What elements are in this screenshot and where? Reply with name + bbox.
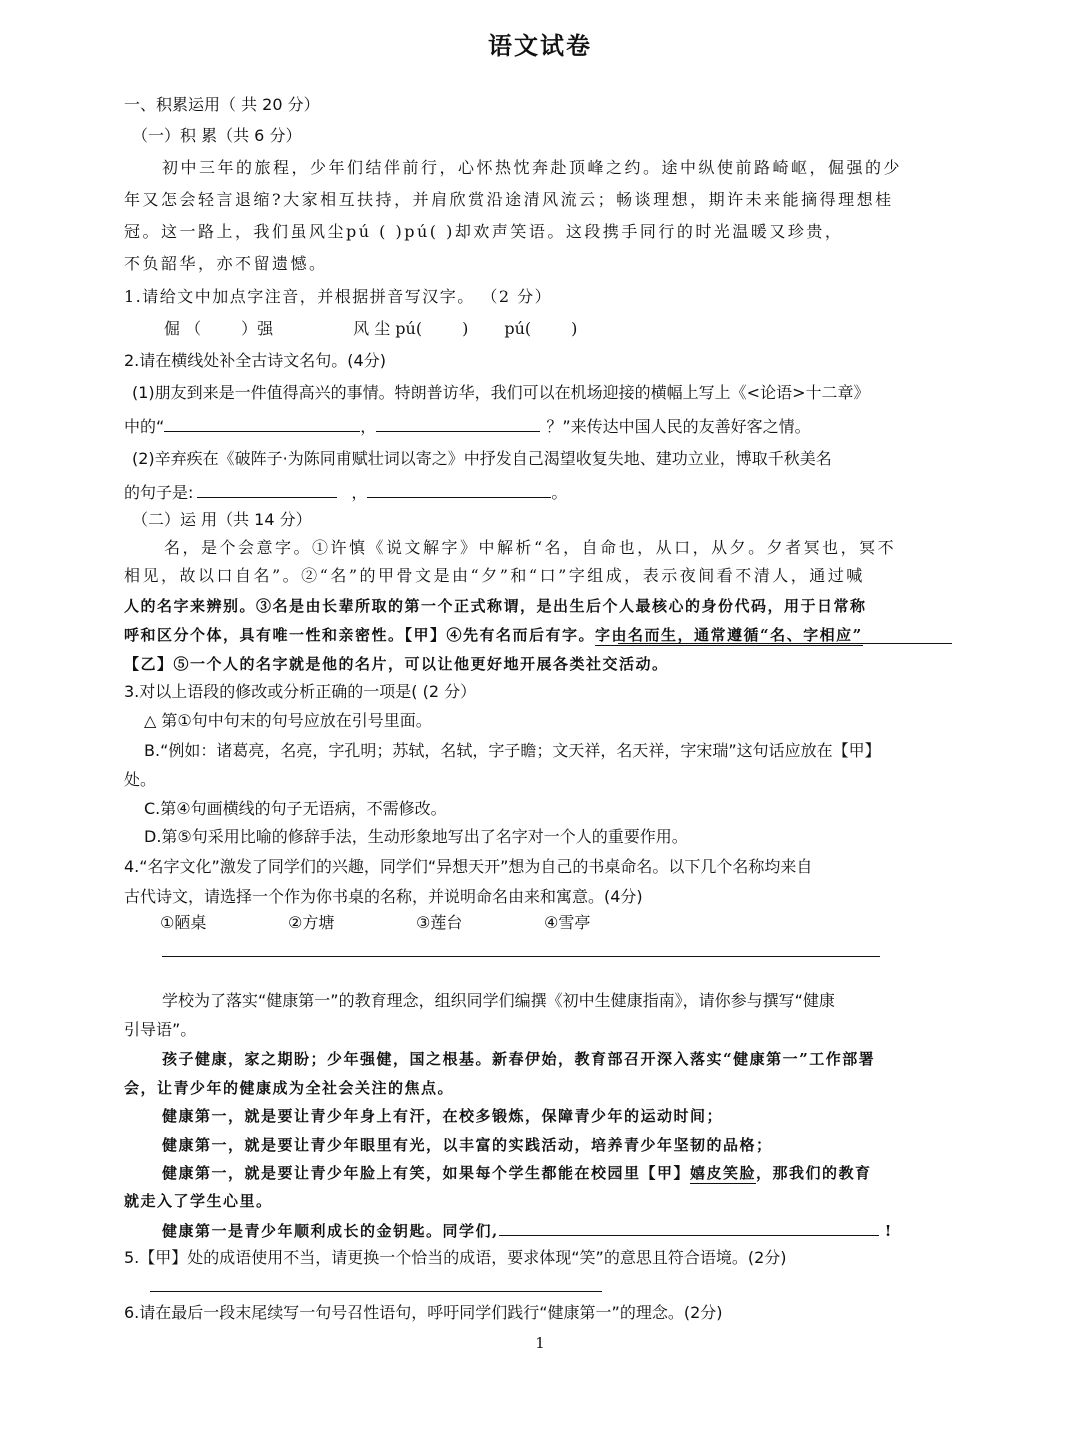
page-title: 语文试卷 — [488, 32, 592, 60]
q2-part2-line2: 的句子是: ， 。 — [124, 483, 568, 502]
underlined-sentence: 字由名而生，通常遵循“名、字相应” — [595, 626, 863, 644]
health-intro-line: 引导语”。 — [124, 1020, 197, 1039]
q1-part: 风 尘 pú( — [353, 319, 423, 338]
q4-option: ①陋桌 — [160, 913, 207, 932]
passage1-line: 年又怎会轻言退缩?大家相互扶持，并肩欣赏沿途清风流云；畅谈理想，期许未来能摘得理想桂 — [124, 190, 894, 209]
answer-blank[interactable] — [499, 1219, 879, 1236]
q4-option: ④雪亭 — [544, 913, 591, 932]
passage1-line: 不负韶华，亦不留遗憾。 — [124, 254, 328, 273]
question-6: 6.请在最后一段末尾续写一句号召性语句，呼吁同学们践行“健康第一”的理念。(2分) — [124, 1303, 723, 1322]
q3-option-a: △ 第①句中句末的句号应放在引号里面。 — [144, 711, 432, 730]
passage1-line: 冠。这一路上，我们虽风尘pú ( )pú( )却欢声笑语。这段携手同行的时光温暖又珍贵， — [124, 222, 844, 241]
q5-answer-line[interactable] — [150, 1291, 602, 1292]
health-text-line: 就走入了学生心里。 — [124, 1192, 273, 1210]
q2-part2-line1: (2)辛弃疾在《破阵子·为陈同甫赋壮词以寄之》中抒发自己渴望收复失地、建功立业，博取千秋美名 — [132, 449, 832, 468]
subsection-application: （二）运 用（共 14 分） — [132, 510, 312, 529]
answer-blank[interactable] — [197, 481, 337, 498]
q2-part1-line2: 中的“ ， ？”来传达中国人民的友善好客之情。 — [124, 417, 811, 436]
question-3: 3.对以上语段的修改或分析正确的一项是( (2 分） — [124, 682, 477, 701]
passage2-line: 【乙】⑤一个人的名字就是他的名片，可以让他更好地开展各类社交活动。 — [124, 655, 669, 673]
question-4-cont: 古代诗文，请选择一个作为你书桌的名称，并说明命名由来和寓意。(4分) — [124, 887, 643, 906]
q2-part1-line1: (1)朋友到来是一件值得高兴的事情。特朗普访华，我们可以在机场迎接的横幅上写上《<论语>十二章》 — [132, 383, 870, 402]
health-text-line: 健康第一，就是要让青少年眼里有光，以丰富的实践活动，培养青少年坚韧的品格； — [162, 1136, 773, 1154]
question-1: 1.请给文中加点字注音，并根据拼音写汉字。 （2 分） — [124, 287, 553, 306]
health-intro-line: 学校为了落实“健康第一”的教育理念，组织同学们编撰《初中生健康指南》，请你参与撰写“健康 — [162, 991, 835, 1010]
passage1-line: 初中三年的旅程，少年们结伴前行，心怀热忱奔赴顶峰之约。途中纵使前路崎岖，倔强的少 — [162, 158, 903, 177]
subsection-accumulation: （一）积 累（共 6 分） — [132, 126, 302, 145]
health-text-line: 会，让青少年的健康成为全社会关注的焦点。 — [124, 1079, 455, 1097]
q1-part: ) — [462, 319, 469, 338]
health-text-line: 孩子健康，家之期盼；少年强健，国之根基。新春伊始，教育部召开深入落实“健康第一”工作部署 — [162, 1050, 876, 1068]
q3-option-b-cont: 处。 — [124, 770, 157, 789]
q4-answer-line[interactable] — [162, 956, 880, 957]
passage2-line: 人的名字来辨别。③名是由长辈所取的第一个正式称谓，是出生后个人最核心的身份代码，用于日常称 — [124, 597, 867, 615]
health-text-line: 健康第一，就是要让青少年脸上有笑，如果每个学生都能在校园里【甲】嬉皮笑脸，那我们的教育 — [162, 1164, 872, 1182]
q3-option-c: C.第④句画横线的句子无语病，不需修改。 — [144, 799, 447, 818]
q1-part: ）强 — [241, 319, 274, 338]
passage2-line: 相见，故以口自名”。②“名”的甲骨文是由“夕”和“口”字组成，表示夜间看不清人，通过喊 — [124, 566, 865, 585]
underlined-idiom: 嬉皮笑脸 — [690, 1164, 757, 1182]
q4-options — [160, 912, 590, 934]
health-text-line: 健康第一，就是要让青少年身上有汗，在校多锻炼，保障青少年的运动时间； — [162, 1107, 724, 1125]
q4-option: ③莲台 — [416, 913, 463, 932]
q4-option: ②方塘 — [288, 913, 335, 932]
question-5: 5.【甲】处的成语使用不当，请更换一个恰当的成语，要求体现“笑”的意思且符合语境。(2分) — [124, 1248, 787, 1267]
question-4: 4.“名字文化”激发了同学们的兴趣，同学们“异想天开”想为自己的书桌命名。以下几个名称均来自 — [124, 857, 813, 876]
answer-blank[interactable] — [367, 481, 551, 498]
passage2-line: 名，是个会意字。①许慎《说文解字》中解析“名，自命也，从口，从夕。夕者冥也，冥不 — [164, 538, 897, 557]
question-2: 2.请在横线处补全古诗文名句。(4分) — [124, 351, 386, 370]
answer-blank[interactable] — [376, 415, 540, 432]
q1-part: 倔 （ — [164, 319, 202, 338]
question-1-row — [164, 318, 577, 340]
q1-part: ) — [571, 319, 578, 338]
q3-option-b: B.“例如：诸葛亮，名亮，字孔明；苏轼，名轼，字子瞻；文天祥，名天祥，字宋瑞”这句话应放在【甲】 — [144, 741, 881, 760]
page-number: 1 — [535, 1334, 545, 1352]
q1-part: pú( — [504, 319, 532, 338]
underline-rule — [618, 643, 952, 644]
section-heading: 一、积累运用（ 共 20 分） — [124, 95, 320, 114]
health-text-line: 健康第一是青少年顺利成长的金钥匙。同学们, ! — [162, 1219, 893, 1242]
q3-option-d: D.第⑤句采用比喻的修辞手法，生动形象地写出了名字对一个人的重要作用。 — [144, 827, 688, 846]
passage2-line: 呼和区分个体，具有唯一性和亲密性。【甲】④先有名而后有字。字由名而生，通常遵循“名、字相应” — [124, 626, 863, 644]
answer-blank[interactable] — [164, 415, 360, 432]
